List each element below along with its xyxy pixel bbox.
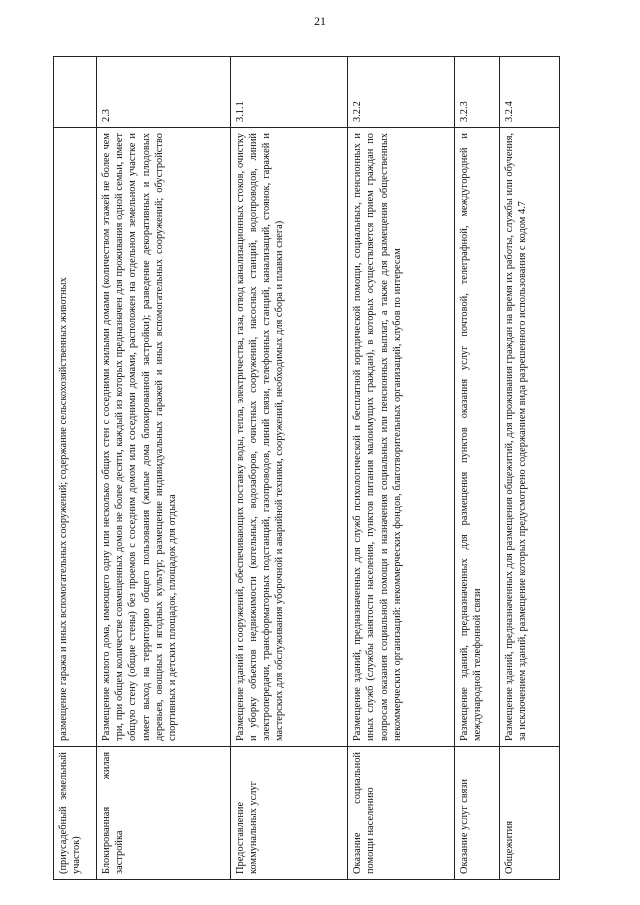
row-name-cell: Оказание социальной помощи населению xyxy=(348,747,455,880)
row-name-cell: Оказание услуг связи xyxy=(455,747,500,880)
table-row xyxy=(500,57,560,880)
row-name-cell: (приусадебный земельный участок) xyxy=(54,747,97,880)
row-description-cell: Размещение жилого дома, имеющего одну или несколько общих стен с соседними жилыми домами (количеством этажей не более чем три, при общем количестве совмещенных домов не более десяти, каждый из которых предназначен для проживания одной семьи, имеет общую стену (общие стены) без проемов с соседним домом или соседними домами, расположен на отдельном земельном участке и имеет выход на территорию общего пользования (жилые дома блокированной застройки); разведение декоративных и плодовых деревьев, овощных и ягодных культур; размещение индивидуальных гаражей и иных вспомогательных сооружений; обустройство спортивных и детских площадок, площадок для отдыха xyxy=(96,128,230,747)
row-description-cell: Размещение зданий и сооружений, обеспечивающих поставку воды, тепла, электричества, газа, отвод канализационных стоков, очистку и уборку объектов недвижимости (котельных, водозаборов, очистных сооружений, насосных станций, водопроводов, линий электропередачи, трансформаторных подстанций, газопроводов, линий связи, телефонных станций, канализаций, стоянок, гаражей и мастерских для обслуживания уборочной и аварийной техники, сооружений, необходимых для сбора и плавки снега) xyxy=(230,128,348,747)
row-code-cell xyxy=(54,57,97,128)
row-name-cell: Общежития xyxy=(500,747,560,880)
row-name-cell: Предоставление коммунальных услуг xyxy=(230,747,348,880)
row-code-cell: 3.2.2 xyxy=(348,57,455,128)
page-number: 21 xyxy=(314,14,326,28)
row-code-cell: 3.2.3 xyxy=(455,57,500,128)
table-row xyxy=(455,57,500,880)
table-row xyxy=(54,57,97,880)
row-code-cell: 3.2.4 xyxy=(500,57,560,128)
table-row xyxy=(348,57,455,880)
row-code-cell: 3.1.1 xyxy=(230,57,348,128)
rotated-table-container xyxy=(53,60,560,880)
land-use-table xyxy=(53,56,560,880)
row-description-cell: размещение гаража и иных вспомогательных сооружений; содержание сельскохозяйственных животных xyxy=(54,128,97,747)
row-name-cell: Блокированная жилая застройка xyxy=(96,747,230,880)
row-description-cell: Размещение зданий, предназначенных для служб психологической и бесплатной юридической помощи, социальных, пенсионных и иных служб (службы занятости населения, пунктов питания малоимущих граждан), в которых осуществляется прием граждан по вопросам оказания социальной помощи и назначения социальных или пенсионных выплат, а также для размещения общественных некоммерческих организаций: некоммерческих фондов, благотворительных организаций, клубов по интересам xyxy=(348,128,455,747)
row-code-cell: 2.3 xyxy=(96,57,230,128)
table-row xyxy=(96,57,230,880)
table-row xyxy=(230,57,348,880)
row-description-cell: Размещение зданий, предназначенных для размещения пунктов оказания услуг почтовой, телеграфной, междугородней и международной телефонной связи xyxy=(455,128,500,747)
row-description-cell: Размещение зданий, предназначенных для размещения общежитий, для проживания граждан на время их работы, службы или обучения, за исключением зданий, размещение которых предусмотрено содержанием вида разрешенного использования с кодом 4.7 xyxy=(500,128,560,747)
